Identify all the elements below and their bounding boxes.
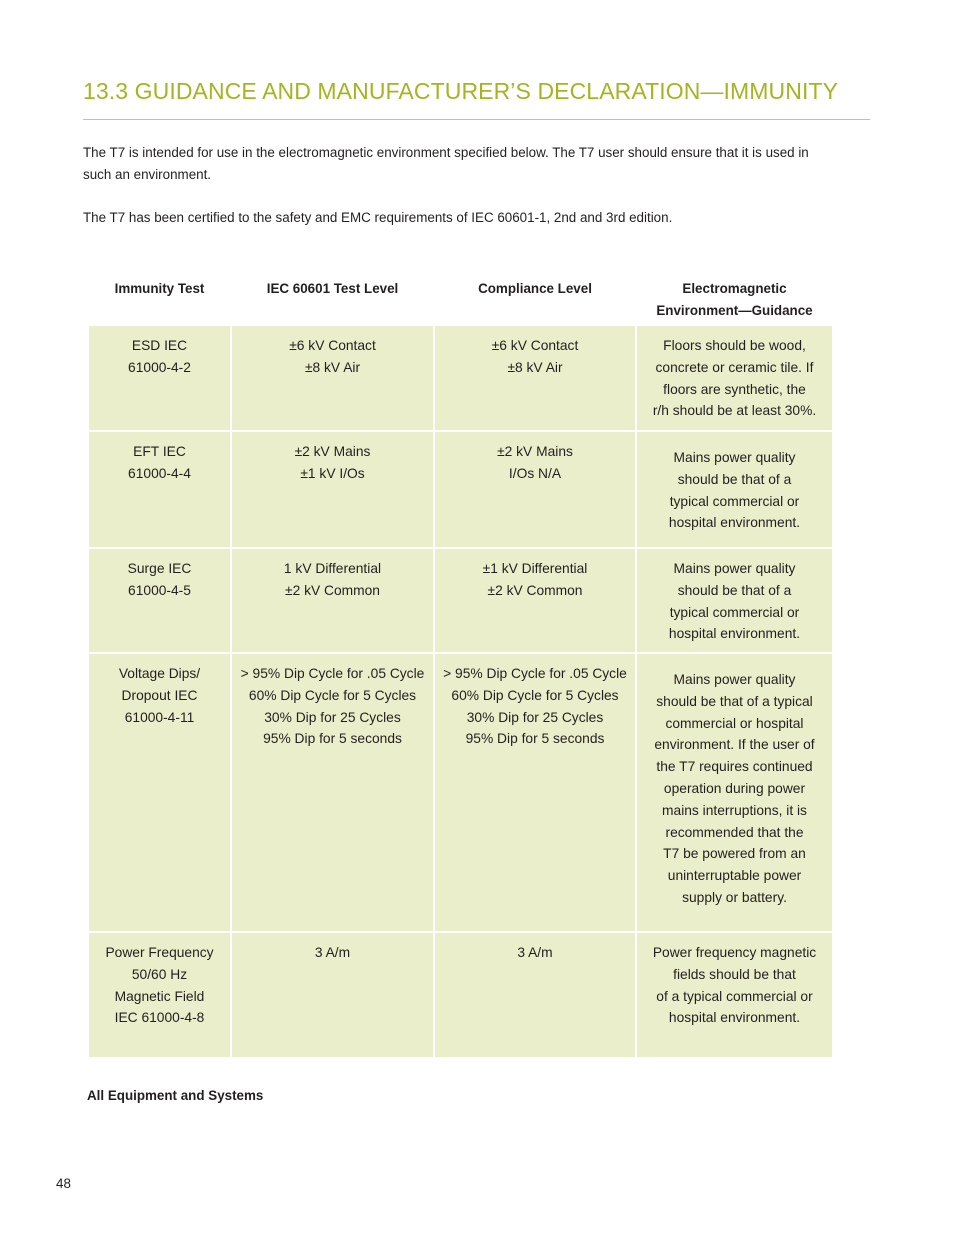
intro-line-1: The T7 is intended for use in the electromagnetic environment specified below. The T7 user should ensure that it is used in	[83, 145, 809, 160]
cell-line: ±1 kV I/Os	[300, 465, 365, 481]
cell-iec-test-level	[232, 933, 433, 1057]
cell-line: ESD IEC	[131, 338, 188, 353]
cell-compliance-level	[435, 549, 635, 652]
cell-line: should be that of a	[677, 582, 792, 598]
certification-paragraph: The T7 has been certified to the safety and EMC requirements of IEC 60601-1, 2nd and 3rd edition.	[83, 210, 673, 225]
cell-line: ±6 kV Contact	[289, 338, 376, 353]
cell-line: > 95% Dip Cycle for .05 Cycle	[240, 666, 425, 681]
cell-line: environment. If the user of	[654, 737, 815, 753]
cell-iec-test-level	[232, 654, 433, 931]
cell-line: commercial or hospital	[665, 715, 804, 731]
cell-line: 95% Dip for 5 seconds	[263, 731, 402, 747]
cell-line: 50/60 Hz	[131, 966, 188, 982]
cell-line: 60% Dip Cycle for 5 Cycles	[451, 687, 619, 703]
cell-line: the T7 requires continued	[656, 759, 813, 775]
cell-line: 30% Dip for 25 Cycles	[466, 709, 604, 725]
cell-immunity-test	[89, 432, 230, 547]
cell-line: ±6 kV Contact	[491, 338, 579, 353]
cell-iec-test-level	[232, 549, 433, 652]
cell-line: hospital environment.	[668, 626, 801, 642]
table-row	[89, 549, 832, 652]
cell-guidance	[637, 432, 832, 547]
cell-line: T7 be powered from an	[663, 846, 806, 862]
cell-line: ±8 kV Air	[304, 359, 361, 375]
cell-line: 61000-4-4	[128, 465, 191, 481]
intro-paragraph	[83, 142, 873, 186]
cell-guidance	[637, 549, 832, 652]
cell-immunity-test	[89, 326, 230, 430]
title-divider	[83, 119, 870, 120]
cell-line: ±2 kV Mains	[294, 444, 371, 459]
cell-line: ±2 kV Common	[487, 582, 583, 598]
cell-line: should be that of a typical	[656, 693, 813, 709]
cell-compliance-level	[435, 432, 635, 547]
cell-line: 61000-4-11	[124, 709, 195, 725]
header-iec-test-level: IEC 60601 Test Level	[266, 281, 399, 296]
cell-guidance	[637, 933, 832, 1057]
cell-line: ±2 kV Mains	[497, 444, 573, 459]
cell-line: floors are synthetic, the	[663, 381, 806, 397]
immunity-table	[87, 273, 834, 1059]
cell-line: Mains power quality	[673, 561, 796, 576]
page-title: 13.3 GUIDANCE AND MANUFACTURER’S DECLARATION—IMMUNITY	[83, 78, 839, 104]
table-row	[89, 326, 832, 430]
header-compliance-level: Compliance Level	[478, 281, 592, 296]
cell-line: 30% Dip for 25 Cycles	[264, 709, 401, 725]
cell-line: ±1 kV Differential	[482, 561, 588, 576]
cell-immunity-test	[89, 654, 230, 931]
cell-line: > 95% Dip Cycle for .05 Cycle	[443, 666, 627, 681]
cell-line: 3 A/m	[517, 945, 553, 960]
cell-line: ±8 kV Air	[507, 359, 563, 375]
table-row	[89, 933, 832, 1057]
cell-immunity-test	[89, 549, 230, 652]
cell-line: Power frequency magnetic	[652, 945, 817, 960]
cell-guidance	[637, 654, 832, 931]
cell-line: Voltage Dips/	[118, 666, 201, 681]
cell-line: Mains power quality	[673, 450, 796, 465]
cell-line: 1 kV Differential	[283, 561, 382, 576]
header-guidance-line: Environment—Guidance	[656, 303, 813, 318]
header-guidance	[637, 275, 832, 324]
cell-line: 61000-4-2	[128, 359, 191, 375]
cell-line: fields should be that	[673, 966, 796, 982]
cell-guidance	[637, 326, 832, 430]
cell-line: operation during power	[663, 780, 806, 796]
cell-line: Floors should be wood,	[663, 338, 806, 353]
page-number: 48	[56, 1176, 71, 1191]
cell-line: concrete or ceramic tile. If	[655, 359, 814, 375]
cell-line: 3 A/m	[314, 945, 351, 960]
cell-line: I/Os N/A	[508, 465, 562, 481]
cell-line: Magnetic Field	[114, 988, 205, 1004]
cell-line: uninterruptable power	[667, 868, 802, 884]
cell-line: r/h should be at least 30%.	[652, 403, 817, 419]
cell-line: Surge IEC	[127, 561, 192, 576]
cell-line: hospital environment.	[668, 515, 801, 531]
cell-line: ±2 kV Common	[285, 582, 380, 598]
cell-line: supply or battery.	[682, 889, 787, 905]
footer-label: All Equipment and Systems	[87, 1088, 264, 1103]
header-guidance-line: Electromagnetic	[682, 281, 787, 296]
cell-line: Dropout IEC	[121, 687, 198, 703]
cell-line: typical commercial or	[669, 604, 800, 620]
cell-line: mains interruptions, it is	[662, 802, 807, 818]
cell-compliance-level	[435, 933, 635, 1057]
table-row	[89, 654, 832, 931]
cell-line: should be that of a	[677, 471, 792, 487]
cell-line: of a typical commercial or	[656, 988, 813, 1004]
cell-iec-test-level	[232, 326, 433, 430]
header-immunity-test: Immunity Test	[114, 281, 205, 296]
cell-line: EFT IEC	[133, 444, 186, 459]
cell-immunity-test	[89, 933, 230, 1057]
cell-line: Power Frequency	[105, 945, 214, 960]
cell-line: recommended that the	[665, 824, 804, 840]
cell-line: 95% Dip for 5 seconds	[465, 731, 605, 747]
table-header-row	[89, 275, 832, 324]
cell-iec-test-level	[232, 432, 433, 547]
cell-line: IEC 61000-4-8	[114, 1010, 205, 1026]
cell-line: 60% Dip Cycle for 5 Cycles	[248, 687, 417, 703]
intro-line-2: such an environment.	[83, 167, 212, 182]
cell-line: 61000-4-5	[128, 582, 191, 598]
cell-line: hospital environment.	[668, 1010, 801, 1026]
cell-line: typical commercial or	[669, 493, 800, 509]
cell-line: Mains power quality	[673, 672, 796, 687]
cell-compliance-level	[435, 326, 635, 430]
table-row	[89, 432, 832, 547]
cell-compliance-level	[435, 654, 635, 931]
